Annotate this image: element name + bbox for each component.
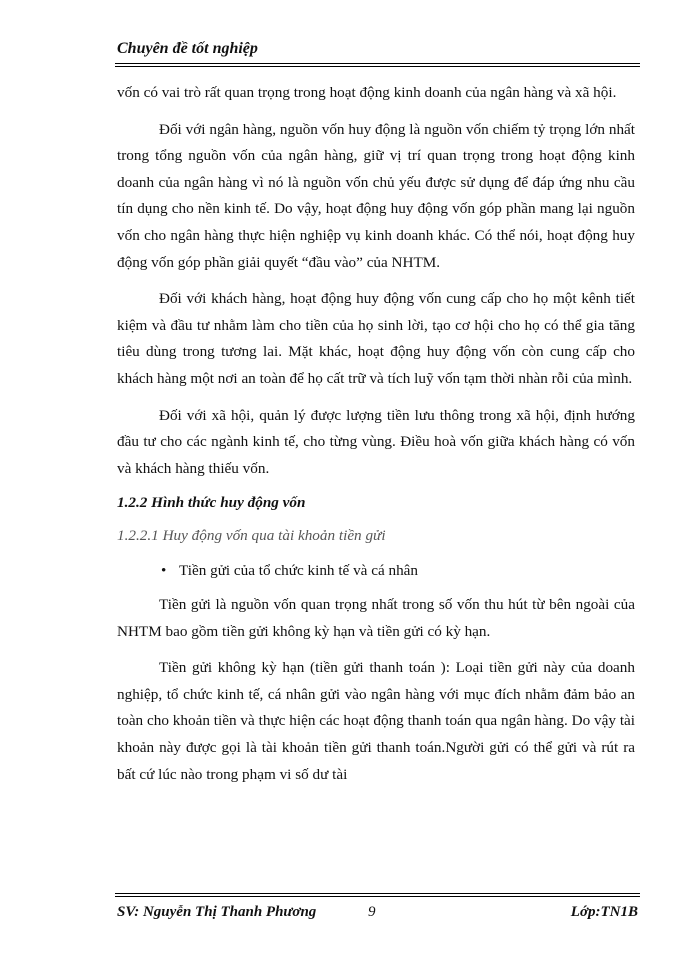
paragraph-bank: Đối với ngân hàng, nguồn vốn huy động là nguồn vốn chiếm tỷ trọng lớn nhất trong tổng nguồn vốn của ngân hàng, giữ vị trí quan trọng trong hoạt động kinh doanh của ngân hàng vì nó là nguồn vốn chủ yếu được sử dụng để đáp ứng nhu cầu tín dụng cho nền kinh tế. Do vậy, hoạt động huy động vốn góp phần mang lại nguồn vốn cho ngân hàng thực hiện nghiệp vụ kinh doanh khác. Có thể nói, hoạt động huy động vốn góp phần giải quyết “đầu vào” của NHTM. xyxy=(117,120,635,271)
paragraph-continuation: vốn có vai trò rất quan trọng trong hoạt động kinh doanh của ngân hàng và xã hội. xyxy=(117,84,617,101)
footer-rule-double xyxy=(115,896,640,897)
footer-class: Lớp:TN1B xyxy=(570,904,638,920)
header-title: Chuyên đề tốt nghiệp xyxy=(117,40,258,57)
header-rule-double xyxy=(115,66,640,67)
page-number: 9 xyxy=(368,904,376,920)
bullet-text: Tiền gửi của tổ chức kinh tế và cá nhân xyxy=(179,561,419,579)
bullet-item xyxy=(161,558,635,585)
paragraph-demand-deposits: Tiền gửi không kỳ hạn (tiền gửi thanh toán ): Loại tiền gửi này của doanh nghiệp, tổ chức kinh tế, cá nhân gửi vào ngân hàng với mục đích nhằm đảm bảo an toàn cho khoản tiền và thực hiện các hoạt động thanh toán qua ngân hàng. Do vậy tài khoản này được gọi là tài khoản tiền gửi thanh toán.Người gửi có thể gửi và rút ra bất cứ lúc nào trong phạm vi số dư tài xyxy=(117,659,635,783)
paragraph-society: Đối với xã hội, quản lý được lượng tiền lưu thông trong xã hội, định hướng đầu tư cho các ngành kinh tế, cho từng vùng. Điều hoà vốn giữa khách hàng có vốn và khách hàng thiếu vốn. xyxy=(117,406,635,477)
footer-rule xyxy=(115,893,640,894)
paragraph-deposits: Tiền gửi là nguồn vốn quan trọng nhất trong số vốn thu hút từ bên ngoài của NHTM bao gồm tiền gửi không kỳ hạn và tiền gửi có kỳ hạn. xyxy=(117,596,635,640)
footer-author: SV: Nguyễn Thị Thanh Phương xyxy=(117,904,317,920)
document-body xyxy=(117,80,635,788)
paragraph-customer: Đối với khách hàng, hoạt động huy động vốn cung cấp cho họ một kênh tiết kiệm và đầu tư nhằm làm cho tiền của họ sinh lời, tạo cơ hội cho họ có thể gia tăng tiêu dùng trong tương lai. Mặt khác, hoạt động huy động vốn còn cung cấp cho khách hàng một nơi an toàn để họ cất trữ và tích luỹ vốn tạm thời nhàn rỗi của mình. xyxy=(117,290,635,387)
section-heading: 1.2.2 Hình thức huy động vốn xyxy=(117,494,306,512)
header-rule xyxy=(115,63,640,64)
subsection-heading: 1.2.2.1 Huy động vốn qua tài khoản tiền gửi xyxy=(117,526,386,544)
bullet-dot-icon: • xyxy=(161,561,167,579)
